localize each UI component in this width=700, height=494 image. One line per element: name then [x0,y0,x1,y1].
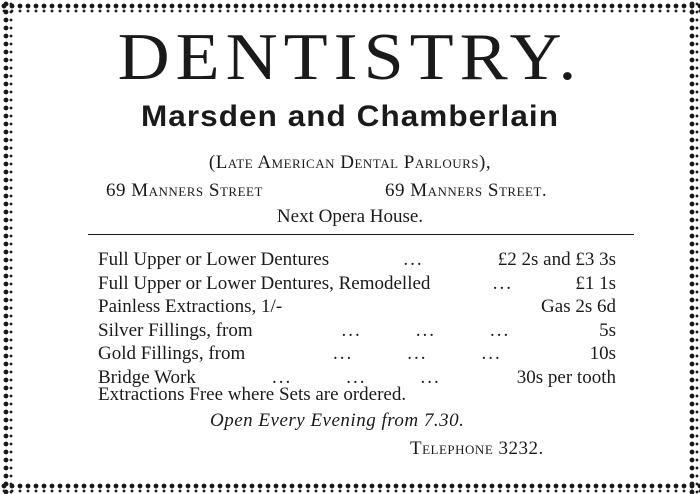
price-value: £1 1s [575,272,616,294]
price-row [98,248,616,272]
telephone: Telephone 3232. [410,438,544,459]
price-leader: ... [492,272,513,294]
price-row [98,295,616,319]
price-row [98,319,616,343]
price-item: Gold Fillings, from [98,343,246,364]
price-item: Silver Fillings, from [98,319,253,341]
price-item: Bridge Work [98,366,196,388]
price-leader: ... ... ... [341,319,511,341]
price-leader: ... [403,249,424,270]
price-item: Painless Extractions, 1/- [98,296,283,317]
price-value: Gas 2s 6d [541,296,616,317]
opening-hours: Open Every Evening from 7.30. [210,410,465,431]
price-value: 5s [599,319,616,341]
price-leader: ... ... ... [271,366,441,388]
ornamental-border-top [0,0,700,14]
price-row [98,272,616,296]
price-leader [282,295,541,319]
address-left: 69 Manners Street [106,180,263,201]
formerly-line: (Late American Dental Parlours), [208,152,492,173]
price-row [98,342,616,366]
ornamental-border-bottom [0,480,700,494]
heading: DENTISTRY. [117,20,583,94]
price-list [98,248,616,389]
price-leader: ... ... ... [333,343,502,364]
price-value: 10s [589,343,616,364]
divider-rule [88,234,634,235]
location-line: Next Opera House. [276,206,424,227]
firm-name: Marsden and Chamberlain [141,100,559,133]
price-item: Full Upper or Lower Dentures [98,249,330,270]
price-value: £2 2s and £3 3s [497,249,616,270]
price-value: 30s per tooth [516,366,616,388]
price-item: Full Upper or Lower Dentures, Remodelled [98,272,431,294]
address-right: 69 Manners Street. [385,180,548,201]
extractions-note: Extractions Free where Sets are ordered. [98,384,407,405]
